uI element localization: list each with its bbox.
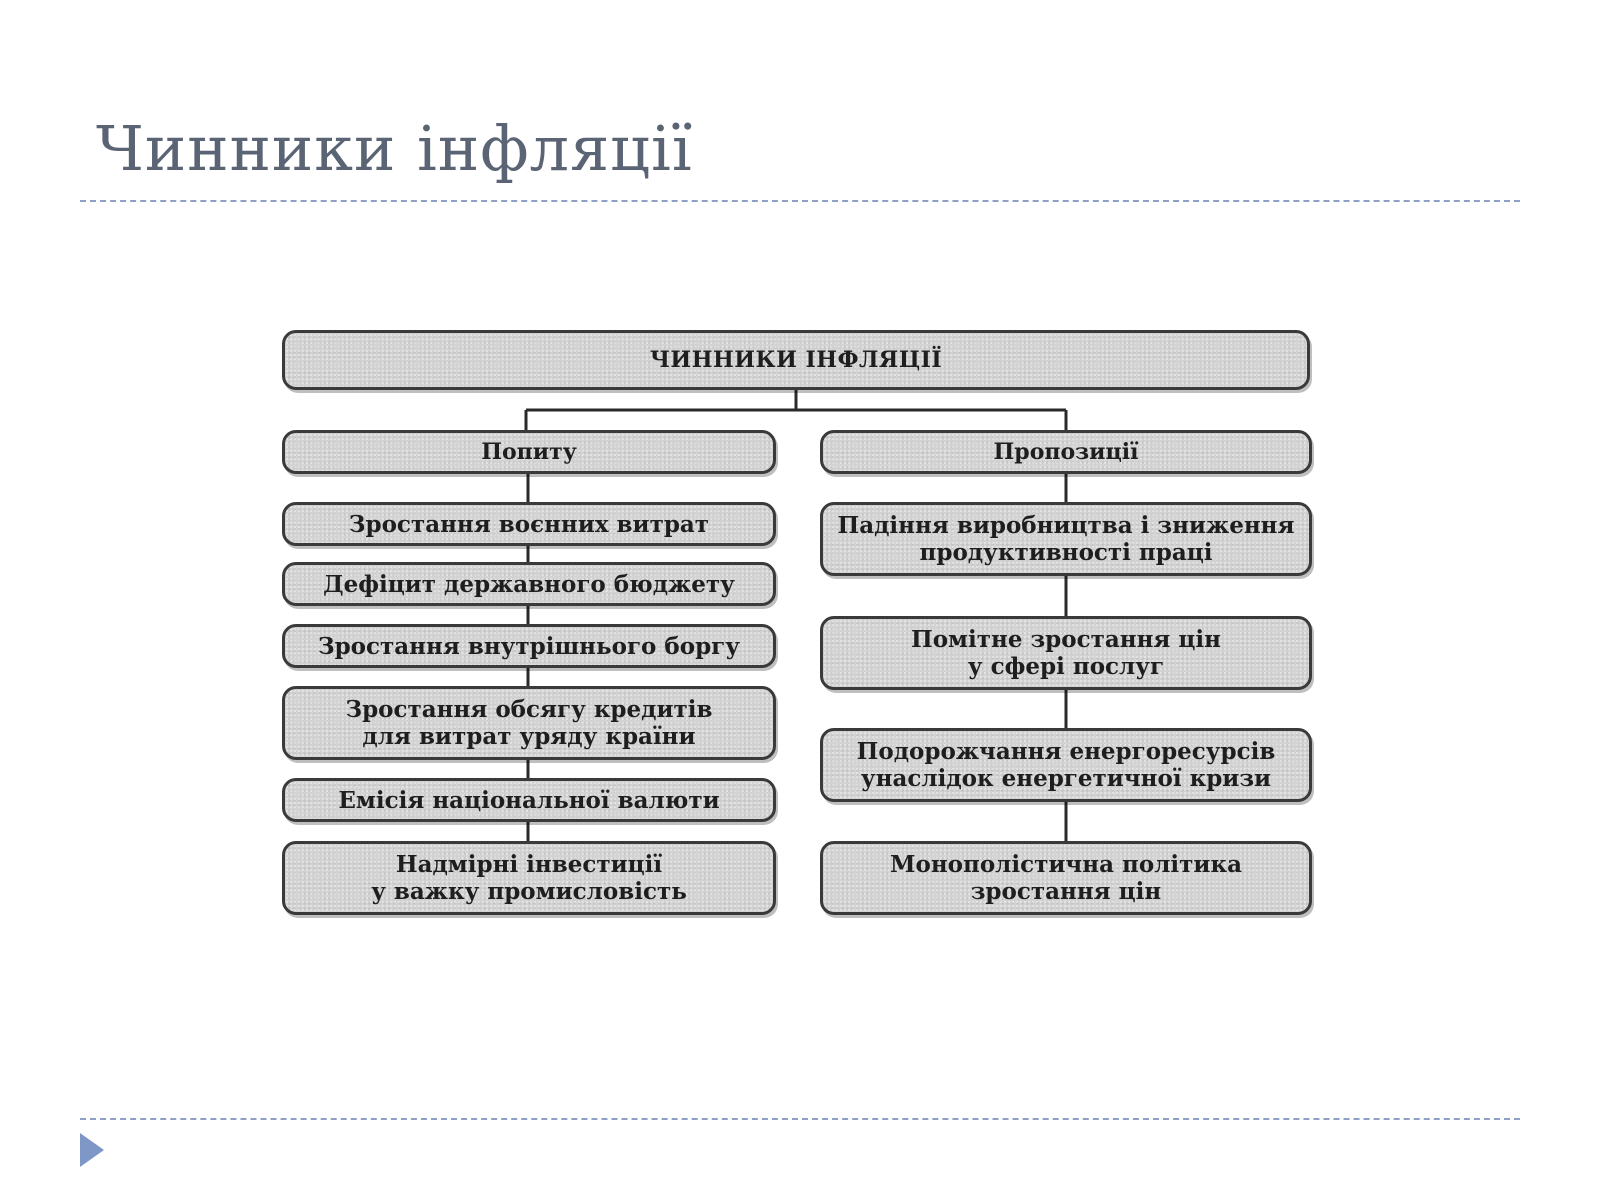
demand-factor-text-line2: для витрат уряду країни: [362, 723, 696, 750]
demand-factor-box: [282, 686, 776, 760]
supply-factor-text-line1: Помітне зростання цін: [911, 626, 1221, 653]
demand-heading-box: Попиту: [282, 430, 776, 474]
demand-factor-box: [282, 778, 776, 822]
supply-factor-text-line1: Подорожчання енергоресурсів: [856, 738, 1276, 765]
demand-factor-box: [282, 502, 776, 546]
supply-factor-text-line1: Падіння виробництва і зниження: [837, 512, 1295, 539]
root-box: ЧИННИКИ ІНФЛЯЦІЇ: [282, 330, 1310, 390]
demand-factor-box: [282, 562, 776, 606]
demand-factor-text: Зростання воєнних витрат: [348, 510, 710, 538]
supply-factor-box: [820, 841, 1312, 915]
footer-divider: [80, 1118, 1520, 1120]
supply-heading-box: Пропозиції: [820, 430, 1312, 474]
supply-factor-text-line1: Монополістична політика: [890, 851, 1242, 878]
demand-factor-text-line2: у важку промисловість: [371, 878, 687, 905]
supply-factor-text-line2: унаслідок енергетичної кризи: [860, 765, 1272, 792]
supply-factor-text-line2: у сфері послуг: [967, 653, 1165, 680]
demand-factor-text-line1: Надмірні інвестиції: [395, 851, 663, 878]
slide-title: Чинники інфляції: [96, 112, 693, 185]
supply-factor-text-line2: продуктивності праці: [919, 539, 1213, 566]
demand-factor-box: [282, 841, 776, 915]
next-slide-arrow-icon[interactable]: [80, 1133, 104, 1167]
supply-factor-box: [820, 502, 1312, 576]
demand-factor-text-line1: Зростання обсягу кредитів: [345, 696, 713, 723]
demand-factor-text: Зростання внутрішнього боргу: [318, 632, 740, 660]
supply-factor-text-line2: зростання цін: [970, 878, 1162, 905]
demand-factor-text: Емісія національної валюти: [338, 786, 720, 814]
demand-factor-box: [282, 624, 776, 668]
supply-factor-box: [820, 728, 1312, 802]
demand-factor-text: Дефіцит державного бюджету: [323, 570, 735, 598]
supply-factor-box: [820, 616, 1312, 690]
